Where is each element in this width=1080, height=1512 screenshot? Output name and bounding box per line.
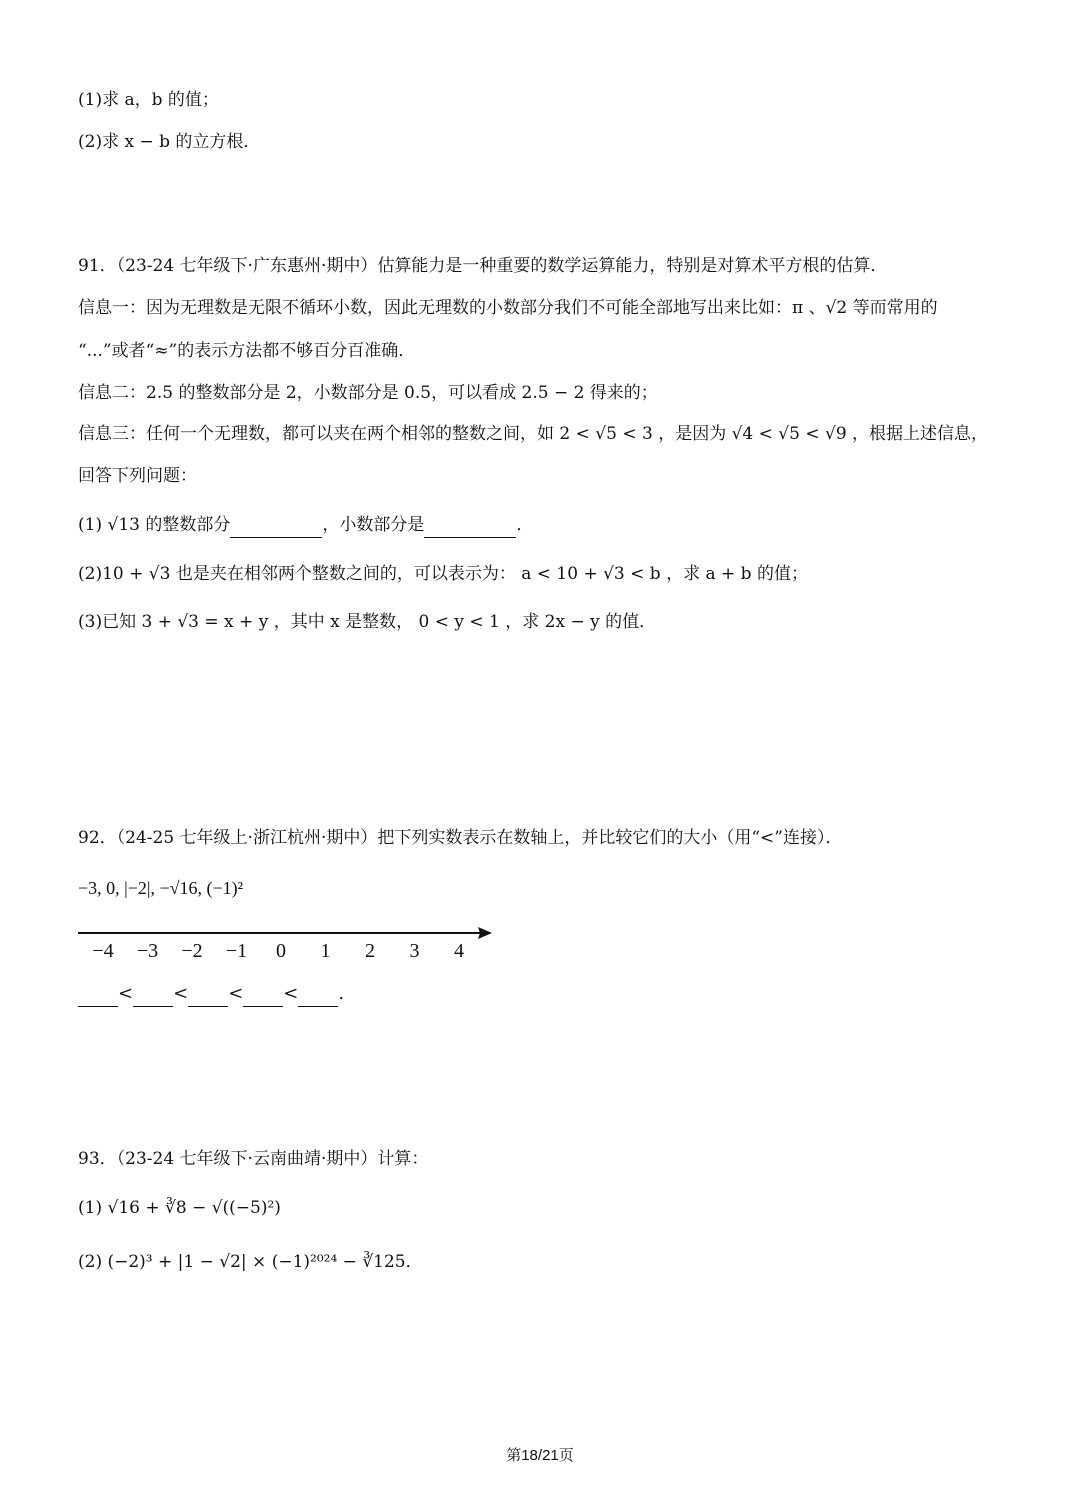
- less-than-sign: <: [228, 983, 244, 1004]
- q93-part2: (2) (−2)³ + |1 − √2| × (−1)²⁰²⁴ − ∛125．: [78, 1252, 423, 1272]
- tick-label: −3: [136, 940, 159, 962]
- q90-part2: (2)求 x − b 的立方根．: [78, 132, 261, 152]
- q93-header: 93．（23-24 七年级下·云南曲靖·期中）计算：: [78, 1149, 429, 1169]
- tick-label: 0: [276, 940, 286, 962]
- arrow-head-icon: [478, 927, 492, 939]
- q91-header: 91．（23-24 七年级下·广东惠州·期中）估算能力是一种重要的数学运算能力，特别是对算术平方根的估算．: [78, 256, 888, 276]
- q93-part1: (1) √16 + ∛8 − √((−5)²): [78, 1198, 281, 1218]
- q92-numbers: −3, 0, |−2|, −√16, (−1)²: [78, 878, 244, 898]
- tick-label: 1: [320, 940, 331, 962]
- end-period: .: [338, 983, 345, 1004]
- less-than-sign: <: [118, 983, 134, 1004]
- q91-part1-text-c: ．: [516, 515, 534, 535]
- tick-label: 4: [454, 940, 464, 962]
- tick-label: −2: [181, 940, 203, 962]
- tick-label: 3: [409, 940, 420, 962]
- q92-header: 92．（24-25 七年级上·浙江杭州·期中）把下列实数表示在数轴上，并比较它们的大小（用“<”连接）．: [78, 828, 843, 848]
- answer-blank[interactable]: [230, 513, 322, 538]
- q91-part1-text-a: (1) √13 的整数部分: [78, 515, 231, 535]
- number-line-ticks: [92, 940, 464, 962]
- answer-blank[interactable]: [424, 513, 516, 538]
- q91-part1: [78, 513, 533, 538]
- q91-info3-line1: 信息三：任何一个无理数，都可以夹在两个相邻的整数之间，如 2 < √5 < 3 ，是因为 √4 < √5 < √9 ，根据上述信息，: [78, 424, 989, 444]
- tick-label: 2: [365, 940, 375, 962]
- q91-part1-text-b: ，小数部分是: [322, 515, 425, 535]
- q91-info2: 信息二：2.5 的整数部分是 2，小数部分是 0.5，可以看成 2.5 − 2 得来的；: [78, 383, 658, 403]
- answer-blank[interactable]: [298, 982, 338, 1007]
- q90-part1: (1)求 a，b 的值；: [78, 90, 219, 110]
- q91-part2: (2)10 + √3 也是夹在相邻两个整数之间的，可以表示为： a < 10 + √3 < b ，求 a + b 的值；: [78, 564, 808, 584]
- less-than-sign: <: [173, 983, 189, 1004]
- answer-blank[interactable]: [133, 982, 173, 1007]
- tick-label: −4: [92, 940, 114, 962]
- q91-info3-line2: 回答下列问题：: [78, 466, 197, 486]
- q91-info1-line1: 信息一：因为无理数是无限不循环小数，因此无理数的小数部分我们不可能全部地写出来比如：π 、√2 等而常用的: [78, 298, 938, 318]
- tick-label: −1: [225, 940, 248, 962]
- page-number: 第18/21页: [506, 1447, 574, 1464]
- answer-blank[interactable]: [78, 982, 118, 1007]
- answer-blank[interactable]: [243, 982, 283, 1007]
- q92-answer-row: [78, 982, 344, 1007]
- answer-blank[interactable]: [188, 982, 228, 1007]
- q91-part3: (3)已知 3 + √3 = x + y ，其中 x 是整数， 0 < y < 1 ，求 2x − y 的值．: [78, 612, 657, 632]
- q91-info1-line2: “...”或者“≈”的表示方法都不够百分百准确．: [78, 341, 416, 361]
- number-line: [70, 915, 510, 975]
- less-than-sign: <: [283, 983, 299, 1004]
